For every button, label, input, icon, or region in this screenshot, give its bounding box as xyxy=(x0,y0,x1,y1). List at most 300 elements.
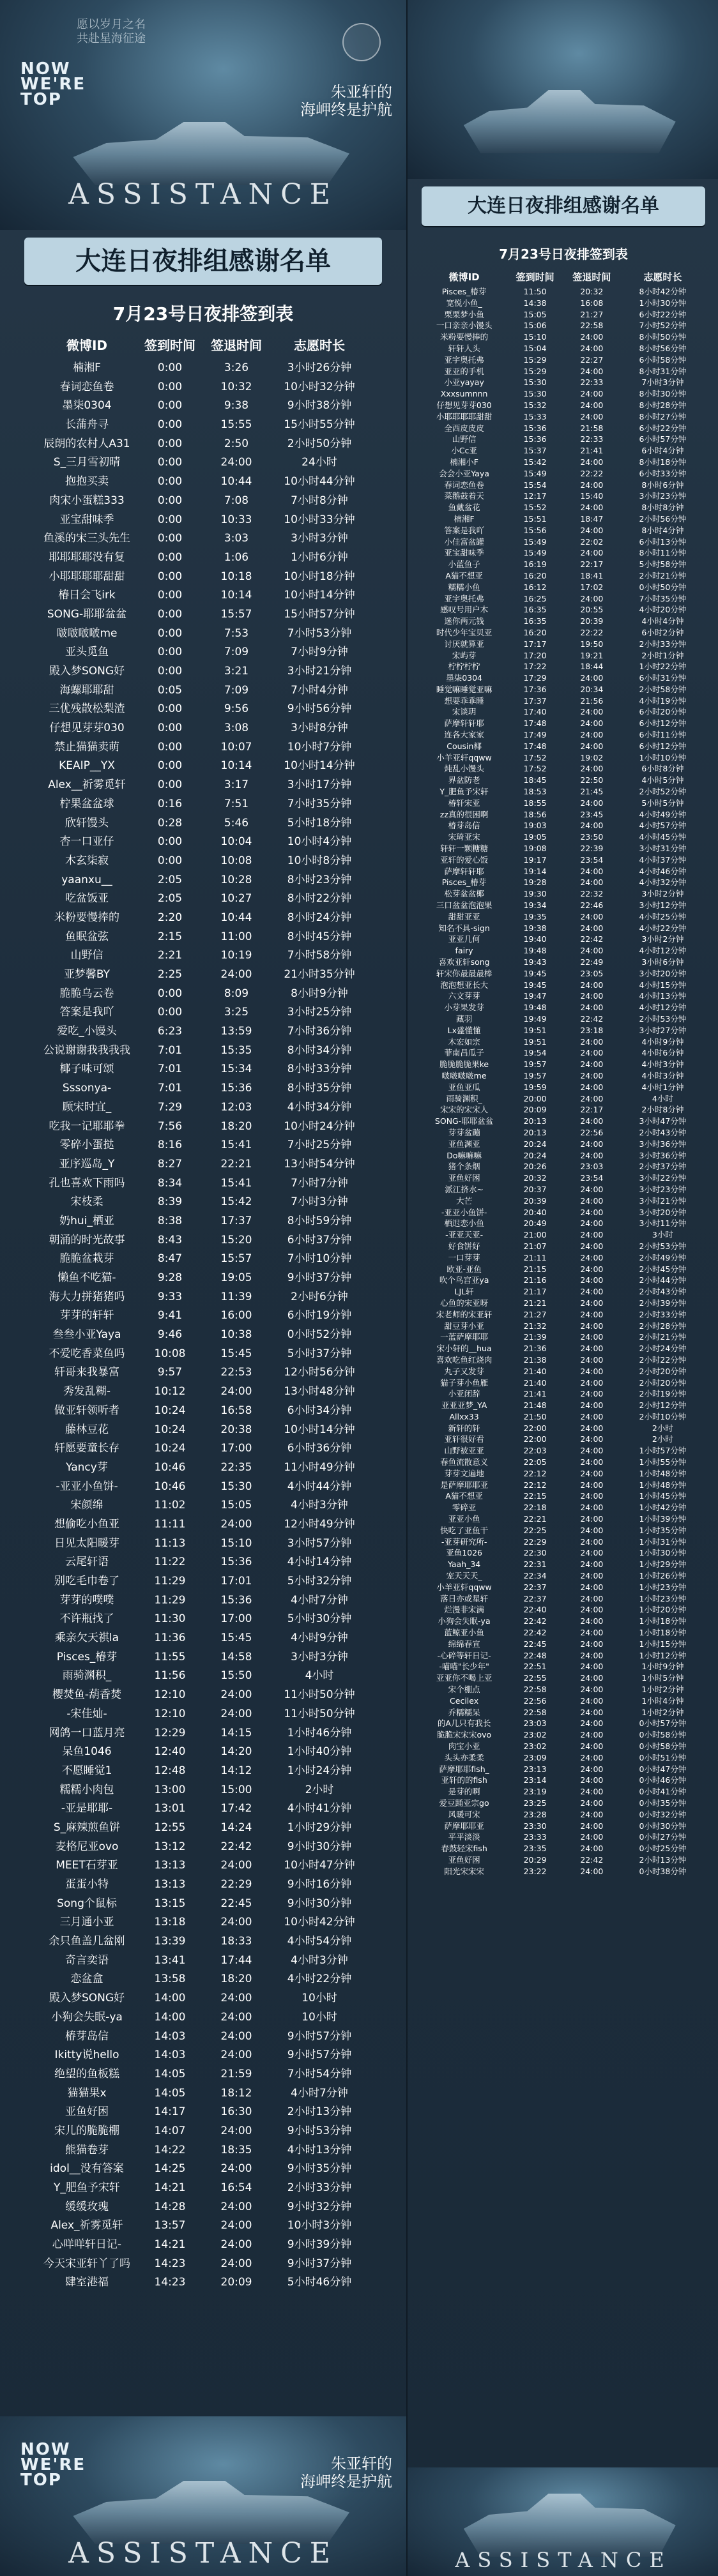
cell-duration: 7小时25分钟 xyxy=(287,1139,352,1152)
cell-duration: 3小时11分钟 xyxy=(639,1218,687,1229)
cell-signout-time: 5:46 xyxy=(224,816,249,830)
cell-signin-time: 15:10 xyxy=(523,332,547,342)
cell-signout-time: 24:00 xyxy=(580,866,604,876)
table-row xyxy=(422,490,705,502)
cell-signin-time: 10:24 xyxy=(154,1404,186,1417)
cell-signin-time: 0:00 xyxy=(157,589,183,602)
cell-signout-time: 19:21 xyxy=(580,650,604,660)
cell-signout-time: 24:00 xyxy=(580,1559,604,1570)
cell-weibo-id: 小佳富盆罐 xyxy=(444,536,484,547)
cell-weibo-id: 海大力拼猪猪吗 xyxy=(49,1290,125,1303)
cell-signout-time: 3:17 xyxy=(224,778,249,792)
cell-signout-time: 22:49 xyxy=(580,957,604,967)
cell-signin-time: 19:57 xyxy=(523,1059,547,1070)
table-row xyxy=(37,985,369,1004)
cell-signout-time: 24:00 xyxy=(580,1230,604,1240)
cell-weibo-id: 零碎亚 xyxy=(452,1503,477,1513)
cell-weibo-id: 藤林豆花 xyxy=(65,1423,109,1436)
cell-duration: 6小时8分钟 xyxy=(641,764,684,774)
cell-signout-time: 15:05 xyxy=(220,1499,252,1512)
cell-weibo-id: 云尾轩语 xyxy=(65,1556,109,1569)
cell-weibo-id: 不许瓶找了 xyxy=(59,1612,114,1626)
table-row xyxy=(422,1388,705,1400)
cell-duration: 1小时23分钟 xyxy=(639,1582,687,1592)
table-row xyxy=(37,1686,369,1705)
cell-weibo-id: 芽芽的噗噗 xyxy=(59,1593,114,1607)
cell-signin-time: 11:55 xyxy=(154,1650,186,1663)
table-row xyxy=(37,1591,369,1610)
cell-signin-time: 20:13 xyxy=(523,1116,547,1126)
cell-signout-time: 7:53 xyxy=(224,626,249,640)
cell-duration: 8小时22分钟 xyxy=(287,892,352,905)
cell-signin-time: 22:12 xyxy=(523,1468,547,1478)
cell-duration: 4小时 xyxy=(652,1093,673,1103)
cell-signout-time: 22:39 xyxy=(580,844,604,854)
cell-signout-time: 18:44 xyxy=(580,662,604,672)
cell-weibo-id: 阳光宋宋宋 xyxy=(444,1866,484,1876)
cell-duration: 6小时11分钟 xyxy=(639,730,687,740)
cell-weibo-id: 绵绵春宣 xyxy=(448,1639,480,1649)
cell-duration: 21小时35分钟 xyxy=(284,968,355,981)
table-row xyxy=(37,625,369,644)
cell-signout-time: 16:54 xyxy=(220,2181,252,2194)
cell-weibo-id: A猫不想亚 xyxy=(445,1491,483,1501)
cell-signin-time: 2:20 xyxy=(157,911,183,924)
cell-signout-time: 14:24 xyxy=(220,1821,252,1834)
cell-signout-time: 24:00 xyxy=(580,332,604,342)
cell-signin-time: 22:34 xyxy=(523,1571,547,1581)
cell-weibo-id: LJL轩 xyxy=(454,1287,474,1297)
cell-signin-time: 22:05 xyxy=(523,1457,547,1467)
table-row xyxy=(37,1705,369,1724)
cell-signout-time: 19:50 xyxy=(580,639,604,649)
cell-weibo-id: 顾宋时宜_ xyxy=(62,1100,112,1114)
table-row xyxy=(422,1775,705,1786)
cell-signin-time: 22:45 xyxy=(523,1639,547,1649)
cell-weibo-id: 小耶耶耶耶甜甜 xyxy=(49,570,125,583)
cell-duration: 6小时31分钟 xyxy=(639,673,687,683)
table-row xyxy=(422,1547,705,1559)
cell-duration: 10小时32分钟 xyxy=(284,380,355,393)
cell-weibo-id: 风暖可宋 xyxy=(448,1809,480,1819)
cell-weibo-id: 恋盆盒 xyxy=(70,1973,103,1986)
cell-signout-time: 22:27 xyxy=(580,354,604,365)
cell-signin-time: 22:40 xyxy=(523,1605,547,1615)
cell-signin-time: 7:01 xyxy=(157,1082,183,1095)
cell-duration: 7小时52分钟 xyxy=(639,321,687,331)
cell-weibo-id: 椿芽岛信 xyxy=(65,2029,109,2043)
cell-duration: 2小时53分钟 xyxy=(639,1241,687,1251)
cell-signout-time: 24:00 xyxy=(580,1548,604,1558)
cell-duration: 13小时48分钟 xyxy=(284,1385,355,1398)
cell-weibo-id: -亚是耶耶- xyxy=(61,1802,113,1815)
table-row xyxy=(422,1411,705,1423)
table-row xyxy=(422,1764,705,1775)
cell-duration: 7小时36分钟 xyxy=(287,1025,352,1038)
cell-signout-time: 24:00 xyxy=(580,1116,604,1126)
cell-signin-time: 16:35 xyxy=(523,616,547,626)
cell-signout-time: 24:00 xyxy=(580,821,604,831)
cell-weibo-id: 喜欢亚轩song xyxy=(438,957,490,967)
cell-weibo-id: 秀发乱糊- xyxy=(63,1385,111,1398)
cell-signin-time: 20:49 xyxy=(523,1218,547,1229)
cell-signout-time: 24:00 xyxy=(580,1059,604,1070)
cell-signin-time: 12:29 xyxy=(154,1726,186,1739)
table-row xyxy=(422,831,705,843)
cell-duration: 6小时34分钟 xyxy=(287,1404,352,1417)
cell-signin-time: 19:28 xyxy=(523,877,547,888)
cell-weibo-id: 抱抱买卖 xyxy=(65,475,109,489)
cell-signin-time: 19:45 xyxy=(523,980,547,990)
cell-weibo-id: 亚宝甜味季 xyxy=(444,548,484,558)
cell-signin-time: 0:00 xyxy=(157,475,183,489)
cell-weibo-id: SONG-耶耶盆盆 xyxy=(434,1116,494,1126)
cell-signout-time: 10:44 xyxy=(220,911,252,924)
cell-duration: 4小时3分钟 xyxy=(641,1059,684,1070)
table-row xyxy=(422,309,705,321)
cell-signin-time: 16:20 xyxy=(523,570,547,580)
cell-signout-time: 22:33 xyxy=(580,377,604,388)
cell-weibo-id: 宋儿的脆脆棚 xyxy=(54,2124,119,2137)
table-row xyxy=(422,968,705,980)
cell-signin-time: 20:00 xyxy=(523,1093,547,1103)
cell-signout-time: 24:00 xyxy=(580,1639,604,1649)
cell-signin-time: 21:48 xyxy=(523,1400,547,1411)
cell-signin-time: 11:02 xyxy=(154,1499,186,1512)
cell-duration: 4小时45分钟 xyxy=(639,832,687,842)
table-row xyxy=(37,1458,369,1478)
cell-signout-time: 15:20 xyxy=(220,1233,252,1246)
cell-duration: 0小时58分钟 xyxy=(639,1741,687,1751)
cell-signout-time: 24:00 xyxy=(580,1344,604,1354)
table-row xyxy=(37,1402,369,1421)
cell-signout-time: 22:22 xyxy=(580,468,604,478)
brand-line-2: WE'RE xyxy=(20,2455,86,2474)
cell-signin-time: 0:00 xyxy=(157,740,183,754)
table-row xyxy=(37,852,369,871)
table-row xyxy=(422,331,705,343)
cell-weibo-id: -亚亚小鱼饼- xyxy=(441,1207,487,1217)
table-header xyxy=(37,332,369,359)
cell-weibo-id: Pisces_椿芽 xyxy=(56,1650,118,1663)
table-row xyxy=(422,1184,705,1195)
cell-signin-time: 10:12 xyxy=(154,1385,186,1398)
cell-signout-time: 24:00 xyxy=(580,1150,604,1160)
cell-duration: 7小时35分钟 xyxy=(287,797,352,810)
cell-weibo-id: -喵喵"长少年" xyxy=(439,1662,489,1672)
cell-weibo-id: 亚轩的的fish xyxy=(441,1775,487,1785)
cell-signin-time: 13:41 xyxy=(154,1953,186,1967)
cell-signin-time: 21:40 xyxy=(523,1377,547,1388)
cell-signin-time: 0:00 xyxy=(157,494,183,507)
table-row xyxy=(422,1559,705,1570)
cell-duration: 8小时50分钟 xyxy=(639,332,687,342)
cell-duration: 2小时21分钟 xyxy=(639,570,687,580)
table-row xyxy=(37,1648,369,1667)
cell-duration: 0小时46分钟 xyxy=(639,1775,687,1785)
cell-signin-time: 20:29 xyxy=(523,1854,547,1865)
cell-signout-time: 24:00 xyxy=(220,1707,252,1720)
cell-weibo-id: 六文芽芽 xyxy=(448,991,480,1001)
cell-duration: 5小时58分钟 xyxy=(639,559,687,570)
cell-signin-time: 15:56 xyxy=(523,525,547,535)
cell-duration: 4小时37分钟 xyxy=(639,854,687,865)
cell-signout-time: 16:58 xyxy=(220,1404,252,1417)
cell-duration: 10小时7分钟 xyxy=(287,740,352,754)
cell-weibo-id: 亚鱼亚瓜 xyxy=(448,1082,480,1092)
cell-signout-time: 10:38 xyxy=(220,1328,252,1342)
cell-duration: 4小时7分钟 xyxy=(291,2086,348,2100)
cell-duration: 8小时8分钟 xyxy=(641,503,684,513)
table-row xyxy=(422,525,705,536)
cell-duration: 11小时50分钟 xyxy=(284,1688,355,1702)
cell-signin-time: 21:17 xyxy=(523,1287,547,1297)
cell-weibo-id: 椿轩宋亚 xyxy=(448,798,480,808)
cell-signout-time: 24:00 xyxy=(580,1764,604,1774)
cell-signin-time: 14:07 xyxy=(154,2124,186,2137)
cell-duration: 7小时53分钟 xyxy=(287,626,352,640)
cell-duration: 3小时17分钟 xyxy=(287,778,352,792)
table-row xyxy=(422,1468,705,1480)
cell-signin-time: 0:00 xyxy=(157,665,183,678)
cell-weibo-id: 余只鱼盖几盆刚 xyxy=(49,1935,125,1948)
cell-weibo-id: Y_肥鱼予宋轩 xyxy=(439,787,489,797)
cell-weibo-id: 奶hui_栖亚 xyxy=(59,1214,114,1227)
cell-weibo-id: 熊猫卷芽 xyxy=(65,2143,109,2156)
cell-signin-time: 20:39 xyxy=(523,1195,547,1206)
table-row xyxy=(37,1932,369,1951)
cell-weibo-id: 落日亦或星轩 xyxy=(440,1593,489,1603)
cell-duration: 3小时23分钟 xyxy=(639,1184,687,1194)
cell-signin-time: 23:09 xyxy=(523,1752,547,1762)
table-row xyxy=(422,775,705,786)
brand-line-1: NOW xyxy=(20,2440,71,2459)
table-row xyxy=(422,1513,705,1525)
cell-signin-time: 19:34 xyxy=(523,900,547,911)
table-row xyxy=(37,511,369,530)
cell-weibo-id: 椰子味可颂 xyxy=(59,1063,114,1076)
table-row xyxy=(422,1445,705,1457)
cell-signin-time: 8:38 xyxy=(157,1214,183,1227)
table-row xyxy=(37,1629,369,1648)
cell-signout-time: 23:50 xyxy=(580,832,604,842)
cell-weibo-id: 亚鱼好困 xyxy=(448,1854,480,1865)
cell-signout-time: 15:36 xyxy=(220,1556,252,1569)
cell-signin-time: 0:00 xyxy=(157,456,183,469)
cell-weibo-id: 亚轩的爱心饭 xyxy=(440,854,489,865)
cell-duration: 5小时30分钟 xyxy=(287,1612,352,1626)
ship-illustration xyxy=(464,2487,676,2557)
cell-duration: 4小时15分钟 xyxy=(639,980,687,990)
cell-duration: 9小时35分钟 xyxy=(287,2162,352,2176)
cell-duration: 2小时 xyxy=(652,1434,673,1444)
cell-signin-time: 22:58 xyxy=(523,1707,547,1717)
cell-signin-time: 18:45 xyxy=(523,775,547,785)
cell-signout-time: 11:39 xyxy=(220,1290,252,1303)
cell-signin-time: 21:07 xyxy=(523,1241,547,1251)
cell-signout-time: 24:00 xyxy=(580,911,604,921)
cell-duration: 4小时32分钟 xyxy=(639,877,687,888)
cell-duration: 2小时12分钟 xyxy=(639,1400,687,1411)
table-row xyxy=(37,2008,369,2027)
cell-signout-time: 24:00 xyxy=(580,1695,604,1706)
cell-signout-time: 12:03 xyxy=(220,1100,252,1114)
cell-signin-time: 23:35 xyxy=(523,1844,547,1854)
cell-signin-time: 14:23 xyxy=(154,2276,186,2289)
cell-signin-time: 8:39 xyxy=(157,1195,183,1209)
cell-weibo-id: 缓缓玫瑰 xyxy=(65,2200,109,2213)
cell-weibo-id: 全西皮皮皮 xyxy=(444,423,484,433)
cell-signout-time: 17:00 xyxy=(220,1612,252,1626)
cell-signin-time: 0:00 xyxy=(157,778,183,792)
table-row xyxy=(422,1150,705,1162)
cell-signout-time: 24:00 xyxy=(580,1377,604,1388)
table-row xyxy=(422,411,705,423)
cell-signin-time: 13:58 xyxy=(154,1973,186,1986)
brand-mark xyxy=(20,61,86,107)
cell-signout-time: 21:56 xyxy=(580,695,604,706)
cell-weibo-id: Y_肥鱼予宋轩 xyxy=(54,2181,120,2194)
cell-duration: 1小时18分钟 xyxy=(639,1628,687,1638)
cell-signin-time: 20:26 xyxy=(523,1162,547,1172)
cell-signin-time: 0:16 xyxy=(157,797,183,810)
cell-signout-time: 24:00 xyxy=(580,991,604,1001)
cell-weibo-id: Pisces_椿芽 xyxy=(441,287,487,296)
cell-signin-time: 20:32 xyxy=(523,1173,547,1183)
cell-signin-time: 7:01 xyxy=(157,1063,183,1076)
table-row xyxy=(37,2065,369,2084)
cell-signin-time: 22:25 xyxy=(523,1525,547,1535)
cell-duration: 2小时50分钟 xyxy=(287,437,352,450)
cell-signin-time: 0:00 xyxy=(157,702,183,716)
cell-duration: 1小时18分钟 xyxy=(639,1616,687,1626)
table-row xyxy=(37,1762,369,1781)
cell-signout-time: 24:00 xyxy=(580,1468,604,1478)
table-row xyxy=(37,1534,369,1554)
cell-signout-time: 22:17 xyxy=(580,559,604,570)
cell-weibo-id: 轩哥来我暴富 xyxy=(54,1366,119,1379)
cell-duration: 2小时22分钟 xyxy=(639,1354,687,1365)
cell-signin-time: 21:16 xyxy=(523,1275,547,1285)
cell-duration: 5小时18分钟 xyxy=(287,816,352,830)
cell-signin-time: 8:27 xyxy=(157,1157,183,1171)
cell-weibo-id: 不爱吃香菜鱼吗 xyxy=(49,1347,125,1360)
cell-signout-time: 11:00 xyxy=(220,930,252,943)
cell-weibo-id: 楠湘小F xyxy=(450,457,478,467)
cell-weibo-id: 栖迟恋小鱼 xyxy=(444,1218,484,1229)
cell-signout-time: 10:14 xyxy=(220,759,252,773)
cell-signout-time: 10:04 xyxy=(220,835,252,849)
table-row xyxy=(37,529,369,549)
cell-weibo-id: Alex__祈雾觅轩 xyxy=(48,778,126,792)
cell-signout-time: 24:00 xyxy=(220,2029,252,2043)
cell-signin-time: 14:25 xyxy=(154,2162,186,2176)
cell-weibo-id: 不愿睡觉1 xyxy=(61,1764,112,1777)
table-row xyxy=(422,763,705,775)
cell-weibo-id: MEET石芽亚 xyxy=(56,1859,118,1872)
cell-signout-time: 8:09 xyxy=(224,987,249,1000)
cell-duration: 2小时13分钟 xyxy=(287,2105,352,2119)
table-row xyxy=(422,1286,705,1298)
table-row xyxy=(422,1639,705,1650)
cell-duration: 2小时6分钟 xyxy=(291,1290,348,1303)
cell-weibo-id: 柠果盆盆球 xyxy=(59,797,114,810)
table-row xyxy=(37,1572,369,1591)
banner-slogan xyxy=(300,83,392,119)
cell-signout-time: 24:00 xyxy=(580,548,604,558)
cell-signout-time: 20:39 xyxy=(580,616,604,626)
table-row xyxy=(422,695,705,707)
cell-duration: 1小时48分钟 xyxy=(639,1480,687,1490)
cell-signin-time: 17:20 xyxy=(523,650,547,660)
cell-signout-time: 24:00 xyxy=(580,1048,604,1058)
cell-signin-time: 14:21 xyxy=(154,2238,186,2252)
cell-signin-time: 21:15 xyxy=(523,1264,547,1274)
cell-signin-time: 19:14 xyxy=(523,866,547,876)
cell-signout-time: 24:00 xyxy=(580,1503,604,1513)
cell-signout-time: 18:33 xyxy=(220,1935,252,1948)
cell-weibo-id: 啵啵啵啵me xyxy=(56,626,118,640)
table-row xyxy=(37,359,369,378)
cell-duration: 10小时8分钟 xyxy=(287,854,352,867)
cell-signin-time: 0:05 xyxy=(157,683,183,697)
cell-weibo-id: 乔糯糯呆 xyxy=(448,1707,480,1717)
table-row xyxy=(422,1331,705,1343)
table-row xyxy=(37,473,369,492)
cell-signin-time: 22:42 xyxy=(523,1616,547,1626)
cell-signin-time: 15:42 xyxy=(523,457,547,467)
cell-weibo-id: -宋佳灿- xyxy=(66,1707,107,1720)
table-row xyxy=(37,1838,369,1857)
cell-signin-time: 20:24 xyxy=(523,1150,547,1160)
cell-weibo-id: Cecilex xyxy=(450,1695,479,1706)
cell-signin-time: 21:41 xyxy=(523,1389,547,1399)
cell-duration: 4小时20分钟 xyxy=(639,605,687,615)
cell-signin-time: 13:13 xyxy=(154,1878,186,1891)
table-row xyxy=(37,2198,369,2217)
cell-duration: 1小时26分钟 xyxy=(639,1571,687,1581)
cell-weibo-id: 鱼戴盆花 xyxy=(448,503,480,513)
cell-weibo-id: 做亚轩领听者 xyxy=(54,1404,119,1417)
cell-signin-time: 8:43 xyxy=(157,1233,183,1246)
cell-duration: 3小时2分钟 xyxy=(641,889,684,899)
cell-duration: 6小时37分钟 xyxy=(287,1233,352,1246)
cell-duration: 9小时37分钟 xyxy=(287,1271,352,1284)
cell-duration: 1小时2分钟 xyxy=(641,1707,684,1717)
cell-signin-time: 15:51 xyxy=(523,513,547,524)
cell-signin-time: 7:56 xyxy=(157,1119,183,1133)
cell-duration: 3小时47分钟 xyxy=(639,1116,687,1126)
cell-duration: 2小时33分钟 xyxy=(639,639,687,649)
cell-weibo-id: 甜豆芽小亚 xyxy=(444,1321,484,1331)
cell-signout-time: 22:50 xyxy=(580,775,604,785)
cell-signout-time: 21:27 xyxy=(580,309,604,319)
table-row xyxy=(37,1970,369,1989)
cell-signout-time: 24:00 xyxy=(580,343,604,353)
table-row xyxy=(422,570,705,582)
cell-signout-time: 24:00 xyxy=(580,525,604,535)
table-row xyxy=(422,1854,705,1866)
table-row xyxy=(422,1525,705,1536)
cell-signin-time: 15:29 xyxy=(523,354,547,365)
table-row xyxy=(37,2216,369,2236)
cell-duration: 7小时7分钟 xyxy=(291,1176,348,1190)
cell-duration: 2小时 xyxy=(652,1423,673,1433)
cell-weibo-id: Sssonya- xyxy=(62,1082,112,1095)
cell-signin-time: 19:08 xyxy=(523,844,547,854)
cell-signin-time: 11:30 xyxy=(154,1612,186,1626)
cell-weibo-id: 肆室港福 xyxy=(65,2276,109,2289)
